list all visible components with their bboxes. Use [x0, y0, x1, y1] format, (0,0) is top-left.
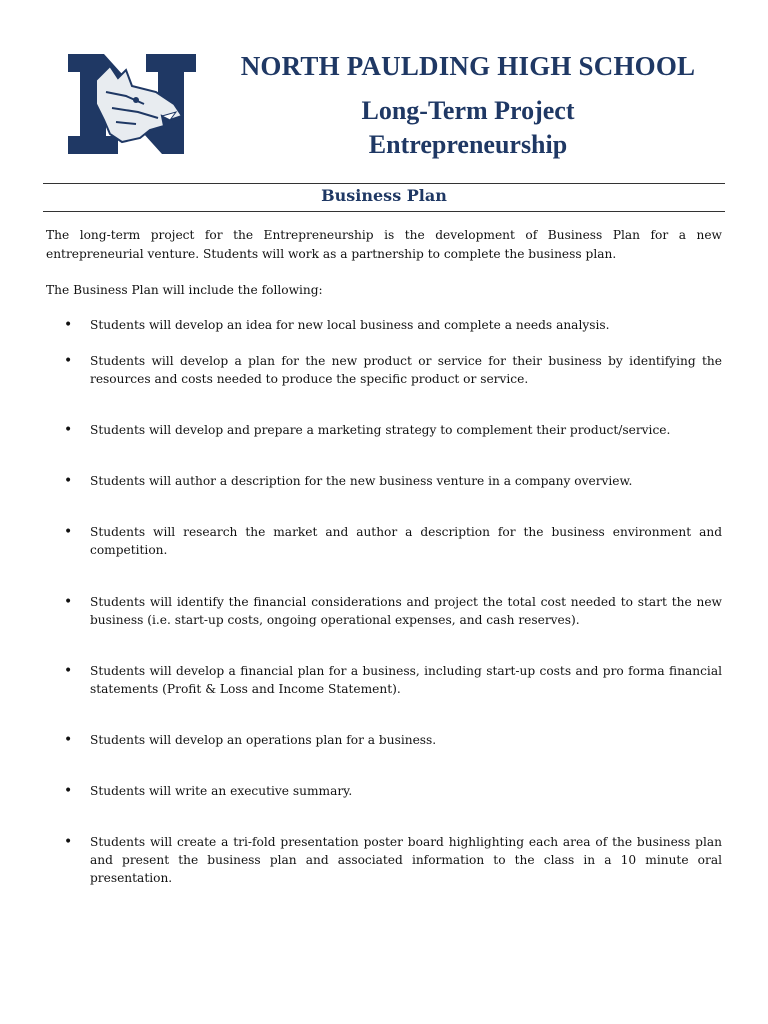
wolf-n-logo-icon [66, 52, 198, 156]
list-item-text: Students will develop a plan for the new product or service for their business by identifying the resources and costs needed to produce the specific product or service. [90, 354, 722, 386]
divider-bottom [43, 211, 725, 212]
list-item-text: Students will write an executive summary. [90, 784, 353, 798]
bullet-icon: • [64, 663, 73, 679]
list-item [46, 472, 722, 490]
list-item [46, 352, 722, 388]
document-header [200, 48, 736, 162]
school-logo [66, 52, 198, 156]
bullet-icon: • [64, 732, 73, 748]
bullet-icon: • [64, 594, 73, 610]
course-title: Entrepreneurship [368, 130, 568, 159]
list-item [46, 782, 722, 800]
bullet-icon: • [64, 473, 73, 489]
bullet-icon: • [64, 353, 73, 369]
list-item-text: Students will develop and prepare a marketing strategy to complement their product/service. [90, 423, 671, 437]
list-item [46, 833, 722, 887]
list-item [46, 593, 722, 629]
bullet-icon: • [64, 524, 73, 540]
bullet-icon: • [64, 783, 73, 799]
bullet-icon: • [64, 317, 73, 333]
bullet-icon: • [64, 422, 73, 438]
requirements-list [46, 316, 722, 887]
list-item [46, 731, 722, 749]
list-item-text: Students will develop an idea for new local business and complete a needs analysis. [90, 318, 610, 332]
list-item-text: Students will develop a financial plan for a business, including start-up costs and pro forma financial statements (Profit & Loss and Income Statement). [90, 664, 722, 696]
list-item [46, 523, 722, 559]
project-title: Long-Term Project [361, 96, 575, 125]
list-item-text: Students will identify the financial considerations and project the total cost needed to start the new business (i.e. start-up costs, ongoing operational expenses, and cash reserves). [90, 595, 722, 627]
divider-top [43, 183, 725, 184]
list-item [46, 662, 722, 698]
list-item-text: Students will create a tri-fold presentation poster board highlighting each area of the business plan and present the business plan and associated information to the class in a 10 minute oral presentation. [90, 835, 722, 885]
list-item [46, 316, 722, 334]
lead-paragraph: The Business Plan will include the following: [46, 283, 323, 297]
intro-paragraph: The long-term project for the Entrepreneurship is the development of Business Plan for a new entrepreneurial venture. Students will work as a partnership to complete the business plan. [46, 228, 722, 261]
list-item [46, 421, 722, 439]
section-title: Business Plan [321, 186, 447, 205]
list-item-text: Students will author a description for the new business venture in a company overview. [90, 474, 633, 488]
school-name: NORTH PAULDING HIGH SCHOOL [240, 51, 696, 81]
bullet-icon: • [64, 834, 73, 850]
list-item-text: Students will research the market and author a description for the business environment and competition. [90, 525, 722, 557]
list-item-text: Students will develop an operations plan for a business. [90, 733, 437, 747]
